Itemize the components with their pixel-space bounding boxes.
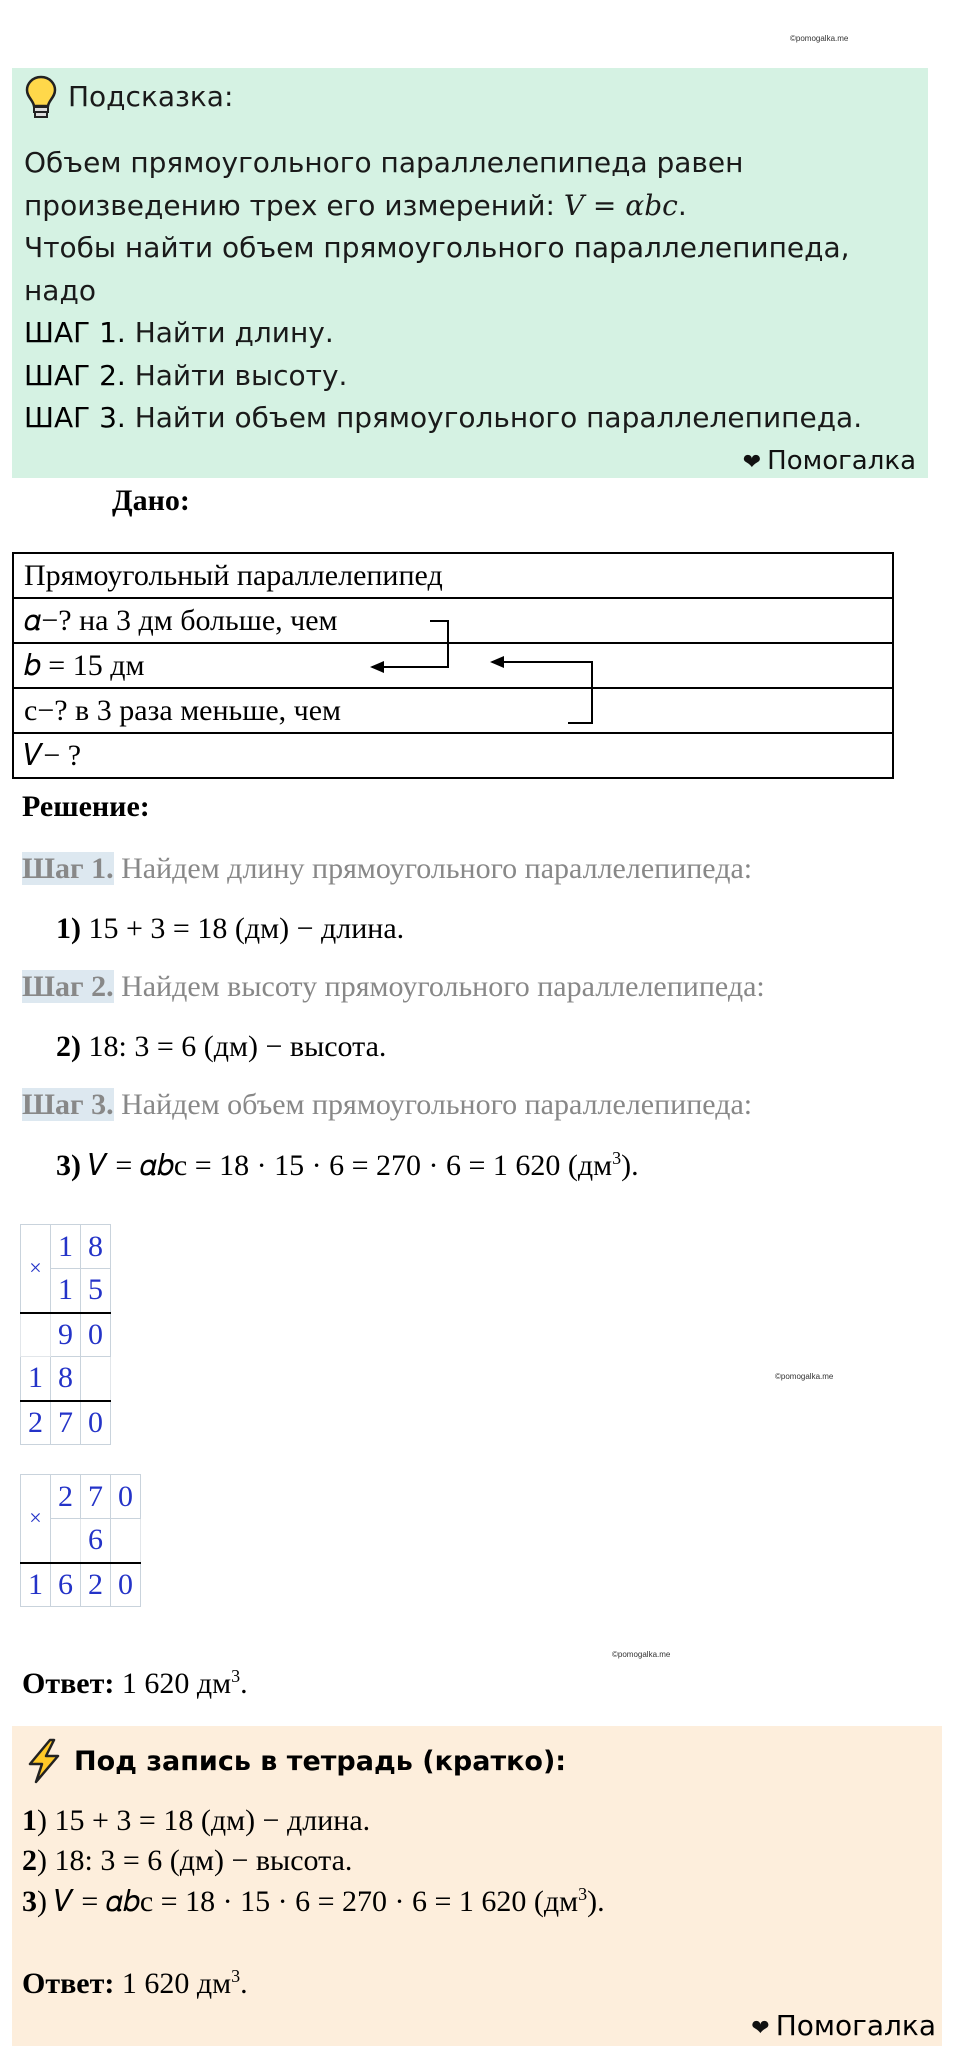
grid-digit: 1: [51, 1225, 81, 1269]
answer-line: [22, 1666, 248, 1701]
multiplication-grid-1: [20, 1224, 111, 1445]
multiply-sign: ×: [21, 1475, 51, 1563]
grid-digit: [81, 1357, 111, 1401]
grid-digit: 8: [81, 1225, 111, 1269]
answer-end: .: [240, 1667, 248, 1700]
notebook-line: [22, 1804, 370, 1838]
hint-step-text: Найти объем прямоугольного параллелепипеда.: [125, 401, 863, 434]
notebook-answer-end: .: [240, 1967, 248, 2000]
notebook-line: [22, 1844, 352, 1878]
answer-sup: 3: [231, 1666, 241, 1686]
step-text: Найдем высоту прямоугольного параллелепипеда:: [113, 970, 765, 1003]
hint-step-text: Найти длину.: [125, 316, 334, 349]
grid-digit: [51, 1519, 81, 1563]
given-row: Прямоугольный параллелепипед: [13, 553, 893, 598]
solution-step: [22, 970, 765, 1004]
given-row: 𝑉− ?: [13, 733, 893, 778]
brand-text: Помогалка: [775, 2009, 936, 2042]
given-row: 𝑏 = 15 дм: [13, 643, 893, 688]
notebook-sup: 3: [578, 1884, 588, 1904]
grid-digit: 6: [51, 1563, 81, 1607]
hint-box: [12, 68, 928, 478]
grid-digit: 6: [81, 1519, 111, 1563]
grid-digit: 8: [51, 1357, 81, 1401]
notebook-answer-value: 1 620 дм: [114, 1967, 232, 2000]
given-table: [12, 552, 894, 779]
grid-digit: 0: [111, 1475, 141, 1519]
notebook-num: 2: [22, 1844, 37, 1877]
notebook-line: [22, 1884, 605, 1919]
volume-formula: V = αbc: [563, 188, 678, 222]
notebook-box: [12, 1726, 942, 2046]
calc-num: 1): [56, 912, 81, 945]
grid-digit: 2: [21, 1401, 51, 1445]
solution-title: Решение:: [22, 790, 150, 823]
hint-step-text: Найти высоту.: [125, 358, 348, 392]
notebook-num: 1: [22, 1804, 37, 1837]
hint-step: [24, 312, 924, 355]
lightning-icon: [24, 1738, 64, 1784]
notebook-answer: [22, 1966, 248, 2001]
step-tag: Шаг 2.: [22, 970, 114, 1003]
calc-num: 3): [56, 1149, 81, 1182]
solution-step: [22, 852, 752, 886]
notebook-end: ).: [587, 1885, 605, 1918]
calc-line: [56, 912, 404, 946]
hint-step: [24, 355, 924, 398]
calc-num: 2): [56, 1030, 81, 1063]
given-row: 𝛼−? на 3 дм больше, чем: [13, 598, 893, 643]
calc-sup: 3: [612, 1148, 622, 1168]
grid-digit: 1: [51, 1269, 81, 1313]
calc-line: [56, 1148, 639, 1183]
calc-line: [56, 1030, 386, 1064]
heart-icon: ❤: [742, 450, 762, 475]
notebook-text: ) 18: 3 = 6 (дм) − высота.: [37, 1844, 353, 1877]
grid-digit: 9: [51, 1313, 81, 1357]
calc-end: ).: [621, 1149, 639, 1182]
heart-icon: ❤: [751, 2016, 770, 2041]
hint-step: [24, 397, 924, 440]
brand-text: Помогалка: [767, 446, 916, 476]
grid-digit: 7: [51, 1401, 81, 1445]
calc-text: 18: 3 = 6 (дм) − высота.: [81, 1030, 387, 1063]
grid-digit: 2: [81, 1563, 111, 1607]
brand-label: [743, 446, 916, 476]
grid-digit: 2: [51, 1475, 81, 1519]
watermark: ©pomogalka.me: [775, 1372, 834, 1381]
hint-text: .: [677, 188, 687, 222]
hint-text: произведению трех его измерений:: [24, 188, 564, 222]
notebook-answer-sup: 3: [231, 1966, 241, 1986]
lightbulb-icon: [24, 74, 58, 120]
notebook-num: 3: [22, 1885, 37, 1918]
hint-step-label: ШАГ 3.: [24, 401, 126, 434]
grid-digit: 0: [81, 1313, 111, 1357]
grid-digit: 1: [21, 1357, 51, 1401]
grid-digit: [21, 1313, 51, 1357]
grid-digit: 0: [81, 1401, 111, 1445]
watermark: ©pomogalka.me: [790, 34, 849, 43]
answer-value: 1 620 дм: [114, 1667, 232, 1700]
step-text: Найдем объем прямоугольного параллелепипеда:: [113, 1088, 753, 1121]
step-tag: Шаг 1.: [22, 852, 114, 885]
notebook-answer-label: Ответ:: [22, 1967, 115, 2000]
brand-label: [751, 2009, 936, 2042]
given-row: с−? в 3 раза меньше, чем: [13, 688, 893, 733]
hint-body: [24, 142, 924, 440]
notebook-text: ) 15 + 3 = 18 (дм) − длина.: [37, 1804, 371, 1837]
grid-digit: [111, 1519, 141, 1563]
watermark: ©pomogalka.me: [612, 1650, 671, 1659]
calc-text: 15 + 3 = 18 (дм) − длина.: [81, 912, 405, 945]
grid-digit: 1: [21, 1563, 51, 1607]
grid-digit: 5: [81, 1269, 111, 1313]
step-tag: Шаг 3.: [22, 1088, 114, 1121]
multiply-sign: ×: [21, 1225, 51, 1313]
notebook-title: Под запись в тетрадь (кратко):: [74, 1746, 567, 1777]
grid-digit: 0: [111, 1563, 141, 1607]
hint-title: Подсказка:: [68, 80, 234, 113]
solution-step: [22, 1088, 752, 1122]
hint-step-label: ШАГ 2.: [24, 358, 126, 392]
calc-text: 𝑉 = 𝛼𝑏с = 18 · 15 · 6 = 270 · 6 = 1 620 (дм: [81, 1149, 613, 1182]
given-title: Дано:: [112, 484, 190, 517]
grid-digit: 7: [81, 1475, 111, 1519]
notebook-text: ) 𝑉 = 𝛼𝑏с = 18 · 15 · 6 = 270 · 6 = 1 620 (дм: [37, 1885, 579, 1918]
hint-line: [24, 185, 924, 228]
hint-line: надо: [24, 273, 96, 307]
hint-line: Чтобы найти объем прямоугольного параллелепипеда,: [24, 231, 850, 264]
hint-line: Объем прямоугольного параллелепипеда равен: [24, 146, 744, 179]
multiplication-grid-2: [20, 1474, 141, 1607]
step-text: Найдем длину прямоугольного параллелепипеда:: [113, 852, 753, 885]
answer-label: Ответ:: [22, 1667, 115, 1700]
hint-step-label: ШАГ 1.: [24, 316, 126, 349]
